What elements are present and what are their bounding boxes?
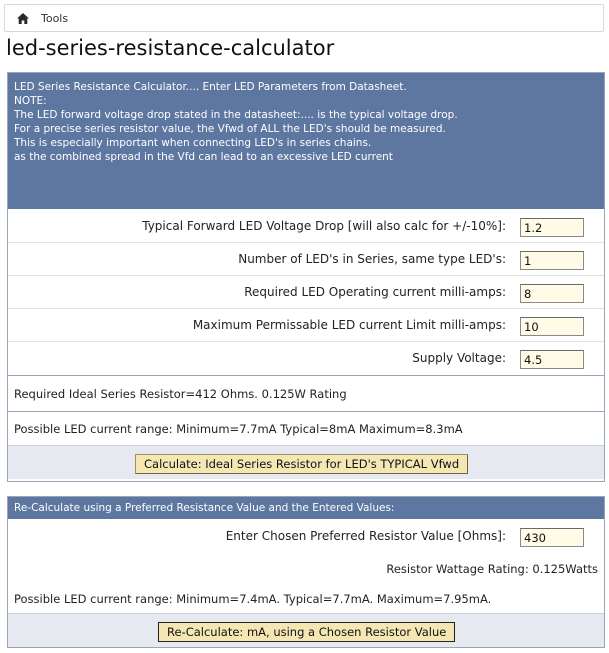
info-line: For a precise series resistor value, the Vfwd of ALL the LED's should be measured. <box>14 123 446 135</box>
supply-voltage-label: Supply Voltage: <box>412 351 506 365</box>
breadcrumb-item-tools[interactable]: Tools <box>41 12 69 25</box>
recalculate-header: Re-Calculate using a Preferred Resistance Value and the Entered Values: <box>8 497 604 519</box>
preferred-resistor-row <box>8 521 604 553</box>
forward-voltage-input[interactable] <box>520 218 584 237</box>
info-header <box>8 73 604 209</box>
max-current-row <box>8 310 604 342</box>
max-current-label: Maximum Permissable LED current Limit milli-amps: <box>192 318 506 332</box>
info-line: NOTE: <box>14 95 47 107</box>
max-current-input[interactable] <box>520 317 584 336</box>
forward-voltage-row <box>8 211 604 243</box>
info-line: LED Series Resistance Calculator.... Enter LED Parameters from Datasheet. <box>14 81 407 93</box>
led-count-row <box>8 244 604 276</box>
ideal-resistor-result: Required Ideal Series Resistor=412 Ohms. 0.125W Rating <box>8 375 604 411</box>
calculate-button-bar <box>8 445 604 479</box>
supply-voltage-input[interactable] <box>520 350 584 369</box>
page-title: led-series-resistance-calculator <box>6 36 335 60</box>
led-count-label: Number of LED's in Series, same type LED's: <box>238 252 506 266</box>
operating-current-input[interactable] <box>520 284 584 303</box>
recalculate-panel <box>7 496 605 648</box>
info-line: This is especially important when connecting LED's in series chains. <box>14 137 372 149</box>
operating-current-label: Required LED Operating current milli-amps: <box>244 285 506 299</box>
forward-voltage-label: Typical Forward LED Voltage Drop [will also calc for +/-10%]: <box>142 219 506 233</box>
recalculate-button-bar <box>8 613 604 647</box>
recalculate-button[interactable]: Re-Calculate: mA, using a Chosen Resistor Value <box>158 622 455 642</box>
home-icon[interactable] <box>17 13 29 24</box>
info-line: as the combined spread in the Vfd can lead to an excessive LED current <box>14 151 393 163</box>
preferred-resistor-label: Enter Chosen Preferred Resistor Value [Ohms]: <box>225 529 506 543</box>
calculate-button[interactable]: Calculate: Ideal Series Resistor for LED's TYPICAL Vfwd <box>135 454 468 474</box>
operating-current-row <box>8 277 604 309</box>
supply-voltage-row <box>8 343 604 375</box>
breadcrumb <box>4 4 604 32</box>
recalc-current-range: Possible LED current range: Minimum=7.4mA. Typical=7.7mA. Maximum=7.95mA. <box>8 585 604 613</box>
wattage-rating: Resistor Wattage Rating: 0.125Watts <box>8 553 604 585</box>
info-line: The LED forward voltage drop stated in the datasheet:.... is the typical voltage drop. <box>14 109 458 121</box>
preferred-resistor-input[interactable] <box>520 528 584 547</box>
calculator-panel <box>7 72 605 482</box>
current-range-result: Possible LED current range: Minimum=7.7mA Typical=8mA Maximum=8.3mA <box>8 411 604 445</box>
led-count-input[interactable] <box>520 251 584 270</box>
